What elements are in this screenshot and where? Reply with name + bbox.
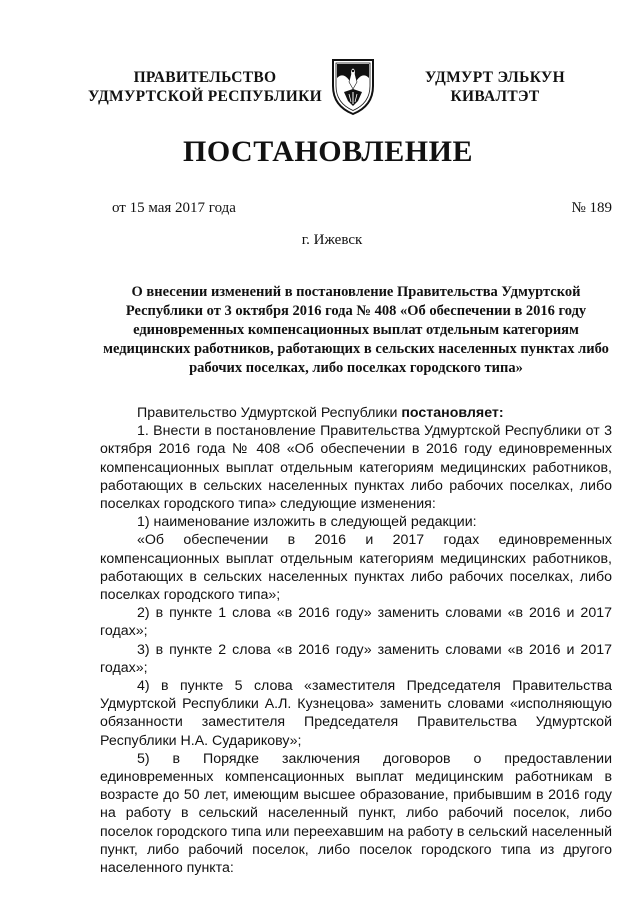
body-paragraph-7: 5) в Порядке заключения договоров о предоставлении единовременных компенсационных выплат медицинским работникам в возрасте до 50 лет, имеющим высшее образование, прибывшим в 2016 году на работу в сельский населенный пункт, либо рабочий поселок, либо поселок городского типа или переехавшим на работу в сельский населенный пункт, либо рабочий поселок, либо поселок городского типа из другого населенного пункта: (100, 750, 612, 877)
header-right-line2: КИВАЛТЭТ (450, 88, 540, 105)
document-number: № 189 (571, 200, 612, 216)
header-left-line2: УДМУРТСКОЙ РЕСПУБЛИКИ (87, 88, 322, 105)
header-right-line1: УДМУРТ ЭЛЬКУН (425, 69, 565, 86)
document-date: от 15 мая 2017 года (112, 200, 236, 216)
body-paragraph-2: 1) наименование изложить в следующей редакции: (137, 514, 477, 531)
document-subject: О внесении изменений в постановление Правительства Удмуртской Республики от 3 октября 2016 года № 408 «Об обеспечении в 2016 году единовременных компенсационных выплат отдельным категориям медицинских работников, работающих в сельских населенных пунктах либо рабочих поселках, либо поселках городского типа» (103, 284, 609, 376)
body-intro (100, 404, 612, 422)
header-government-ru (80, 68, 330, 106)
body-paragraph-4: 2) в пункте 1 слова «в 2016 году» заменить словами «в 2016 и 2017 годах»; (100, 605, 612, 640)
udmurt-coat-of-arms-icon (330, 56, 376, 116)
body-paragraph-5: 3) в пункте 2 слова «в 2016 году» заменить словами «в 2016 и 2017 годах»; (100, 641, 612, 676)
document-title: ПОСТАНОВЛЕНИЕ (183, 135, 473, 168)
header-left-line1: ПРАВИТЕЛЬСТВО (133, 69, 277, 86)
body-intro-text: Правительство Удмуртской Республики (137, 405, 402, 421)
body-paragraph-6: 4) в пункте 5 слова «заместителя Председателя Правительства Удмуртской Республики А.Л. Кузнецова» заменить словами «исполняющую обязанности заместителя Председателя Правительства Удмуртской Республики Н.А. Сударикову»; (100, 678, 612, 749)
header-government-udm (400, 68, 590, 106)
body-intro-decision: постановляет: (401, 405, 504, 421)
body-paragraph-1: 1. Внести в постановление Правительства Удмуртской Республики от 3 октября 2016 года № 408 «Об обеспечении в 2016 году единовременных компенсационных выплат отдельным категориям медицинских работников, работающих в сельских населенных пунктах либо рабочих поселках, либо поселках городского типа» следующие изменения: (100, 423, 612, 513)
document-city: г. Ижевск (301, 232, 363, 248)
body-paragraph-3: «Об обеспечении в 2016 и 2017 годах единовременных компенсационных выплат отдельным категориям медицинских работников, работающих в сельских населенных пунктах либо рабочих поселках, либо поселках городского типа»; (100, 532, 612, 604)
document-body (100, 404, 612, 877)
